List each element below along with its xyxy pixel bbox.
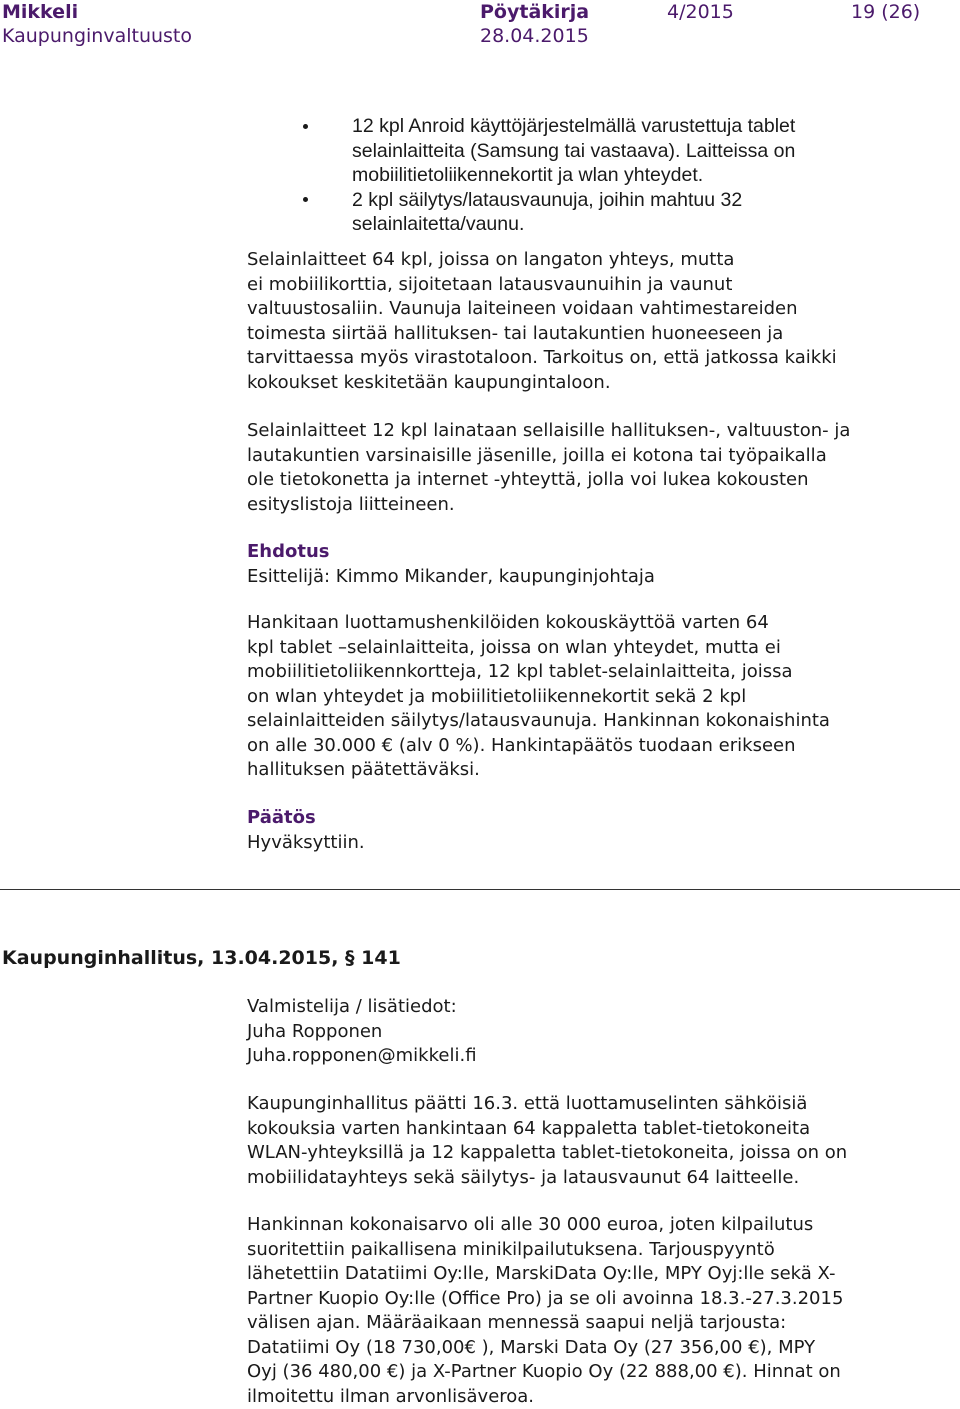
preparer-name: Juha Ropponen <box>247 1020 382 1045</box>
text-line: Kaupunginhallitus päätti 16.3. että luottamuselinten sähköisiä <box>247 1092 807 1117</box>
bullet-line: 12 kpl Anroid käyttöjärjestelmällä varustettuja tablet <box>352 114 795 139</box>
text-line: selainlaitteiden säilytys/latausvaunuja. Hankinnan kokonaishinta <box>247 709 830 734</box>
section-divider <box>0 889 960 890</box>
text-line: on wlan yhteydet ja mobiilitietoliikennekortit sekä 2 kpl <box>247 685 746 710</box>
text-line: ei mobiilikorttia, sijoitetaan latausvaunuihin ja vaunut <box>247 273 732 298</box>
text-line: kokouksia varten hankintaan 64 kappaletta tablet-tietokoneita <box>247 1117 810 1142</box>
text-line: Datatiimi Oy (18 730,00€ ), Marski Data Oy (27 356,00 €), MPY <box>247 1336 815 1361</box>
header-page: 19 (26) <box>851 0 920 24</box>
text-line: kokoukset keskitetään kaupungintaloon. <box>247 371 611 396</box>
text-line: Hankinnan kokonaisarvo oli alle 30 000 euroa, joten kilpailutus <box>247 1213 813 1238</box>
header-body: Kaupunginvaltuusto <box>2 24 192 48</box>
text-line: ole tietokonetta ja internet -yhteyttä, jolla voi lukea kokousten <box>247 468 809 493</box>
text-line: on alle 30.000 € (alv 0 %). Hankintapäätös tuodaan erikseen <box>247 734 796 759</box>
decision-heading: Päätös <box>247 806 316 831</box>
text-line: lähetettiin Datatiimi Oy:lle, MarskiData Oy:lle, MPY Oyj:lle sekä X- <box>247 1262 835 1287</box>
text-line: tarvittaessa myös virastotaloon. Tarkoitus on, että jatkossa kaikki <box>247 346 837 371</box>
text-line: mobiilidatayhteys sekä säilytys- ja latausvaunut 64 laitteelle. <box>247 1166 799 1191</box>
text-line: hallituksen päätettäväksi. <box>247 758 480 783</box>
page-header <box>0 0 960 50</box>
presenter: Esittelijä: Kimmo Mikander, kaupunginjohtaja <box>247 565 655 590</box>
header-date: 28.04.2015 <box>480 24 589 48</box>
header-doc-number: 4/2015 <box>667 0 734 24</box>
text-line: Oyj (36 480,00 €) ja X-Partner Kuopio Oy (22 888,00 €). Hinnat on <box>247 1360 841 1385</box>
decision-text: Hyväksyttiin. <box>247 831 365 856</box>
text-line: välisen ajan. Määräaikaan mennessä saapui neljä tarjousta: <box>247 1311 786 1336</box>
text-line: valtuustosaliin. Vaunuja laiteineen voidaan vahtimestareiden <box>247 297 798 322</box>
proposal-heading: Ehdotus <box>247 540 330 565</box>
text-line: Selainlaitteet 12 kpl lainataan sellaisille hallituksen-, valtuuston- ja <box>247 419 850 444</box>
preparer-email: Juha.ropponen@mikkeli.fi <box>247 1044 477 1069</box>
preparer-label: Valmistelija / lisätiedot: <box>247 995 457 1020</box>
bullet-line: selainlaitteita (Samsung tai vastaava). Laitteissa on <box>352 139 795 164</box>
bullet-line: selainlaitetta/vaunu. <box>352 212 524 237</box>
text-line: ilmoitettu ilman arvonlisäveroa. <box>247 1385 534 1409</box>
section-title: Kaupunginhallitus, 13.04.2015, § 141 <box>2 947 401 969</box>
text-line: lautakuntien varsinaisille jäsenille, joilla ei kotona tai työpaikalla <box>247 444 827 469</box>
text-line: toimesta siirtää hallituksen- tai lautakuntien huoneeseen ja <box>247 322 783 347</box>
text-line: mobiilitietoliikennkortteja, 12 kpl tablet-selainlaitteita, joissa <box>247 660 793 685</box>
text-line: WLAN-yhteyksillä ja 12 kappaletta tablet-tietokoneita, joissa on on <box>247 1141 847 1166</box>
text-line: kpl tablet –selainlaitteita, joissa on wlan yhteydet, mutta ei <box>247 636 781 661</box>
bullet-line: mobiilitietoliikennekortit ja wlan yhteydet. <box>352 163 703 188</box>
text-line: Hankitaan luottamushenkilöiden kokouskäyttöä varten 64 <box>247 611 769 636</box>
text-line: esityslistoja liitteineen. <box>247 493 455 518</box>
text-line: Selainlaitteet 64 kpl, joissa on langaton yhteys, mutta <box>247 248 734 273</box>
text-line: suoritettiin paikallisena minikilpailutuksena. Tarjouspyyntö <box>247 1238 775 1263</box>
bullet-line: 2 kpl säilytys/latausvaunuja, joihin mahtuu 32 <box>352 188 742 213</box>
header-city: Mikkeli <box>2 0 78 24</box>
text-line: Partner Kuopio Oy:lle (Office Pro) ja se oli avoinna 18.3.-27.3.2015 <box>247 1287 843 1312</box>
bullet-dot <box>303 124 308 129</box>
header-doc-type: Pöytäkirja <box>480 0 589 24</box>
bullet-dot <box>303 197 308 202</box>
